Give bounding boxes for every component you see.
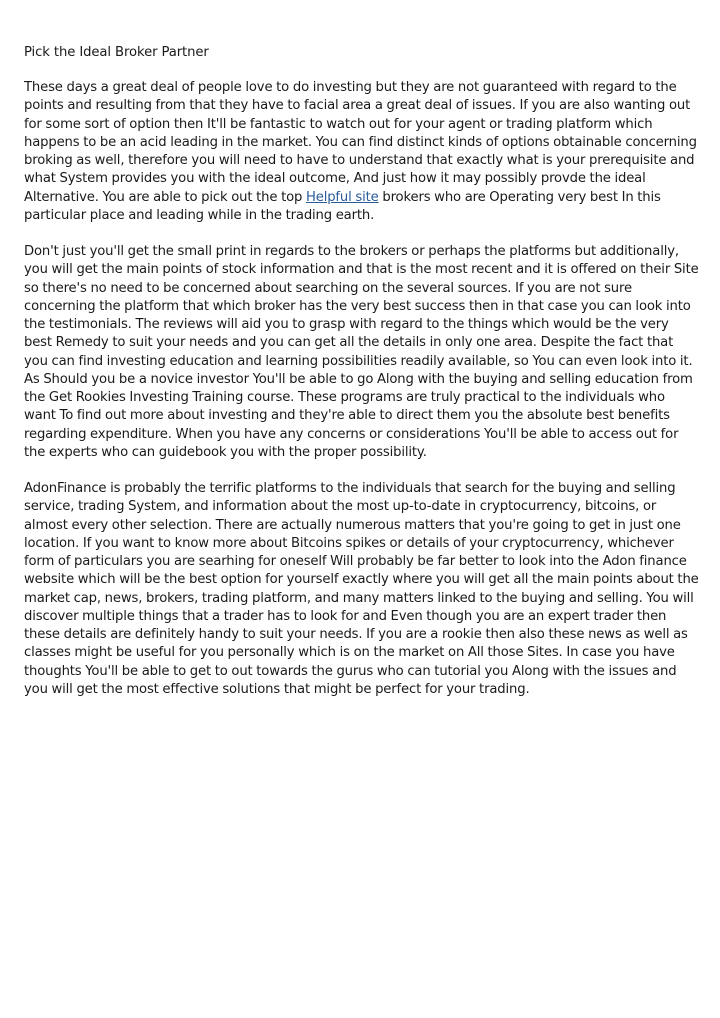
- paragraph-adonfinance: AdonFinance is probably the terrific platforms to the individuals that search for the buying and selling service, trading System, and information about the most up-to-date in cryptocurrency, bitcoins, or almost every other selection. There are actually numerous matters that you're going to get in just one location. If you want to know more about Bitcoins spikes or details of your cryptocurrency, whichever form of particulars you are searhing for oneself Will probably be far better to look into the Adon finance website which will be the best option for yourself exactly where you will get all the main points about the market cap, news, brokers, trading platform, and many matters linked to the buying and selling. You will discover multiple things that a trader has to look for and Even though you are an expert trader then these details are definitely handy to suit your needs. If you are a rookie then also these news as well as classes might be useful for you personally which is on the market on All those Sites. In case you have thoughts You'll be able to get to out towards the gurus who can tutorial you Along with the issues and you will get the most effective solutions that might be perfect for your trading.: [24, 481, 699, 697]
- paragraph-intro-text-after-link: brokers who are Operating very best In this particular place and leading while in the trading earth.: [24, 189, 661, 223]
- paragraph-intro-text-before-link: These days a great deal of people love to do investing but they are not guaranteed with regard to the points and resulting from that they have to facial area a great deal of issues. If you are also wanting out for some sort of option then It'll be fantastic to watch out for your agent or trading platform which happens to be an acid leading in the market. You can find distinct kinds of options obtainable concerning broking as well, therefore you will need to have to understand that exactly what is your prerequisite and what System provides you with the ideal outcome, And just how it may possibly provde the ideal Alternative. You are able to pick out the top: [24, 80, 697, 205]
- paragraph-details: Don't just you'll get the small print in regards to the brokers or perhaps the platforms but additionally, you will get the main points of stock information and that is the most recent and it is offered on their Site so there's no need to be concerned about searching on the several sources. If you are not sure concerning the platform that which broker has the very best success then in that case you can look into the testimonials. The reviews will aid you to grasp with regard to the things which would be the very best Remedy to suit your needs and you can get all the details in only one area. Despite the fact that you can find investing education and learning possibilities readily available, so You can even look into it. As Should you be a novice investor You'll be able to go Along with the buying and selling education from the Get Rookies Investing Training course. These programs are truly practical to the individuals who want To find out more about investing and they're able to direct them you the absolute best benefits regarding expenditure. When you have any concerns or considerations You'll be able to access out for the experts who can guidebook you with the proper possibility.: [24, 244, 699, 460]
- document-title: Pick the Ideal Broker Partner: [24, 45, 209, 60]
- helpful-site-link[interactable]: Helpful site: [305, 189, 379, 205]
- paragraph-intro: [24, 79, 700, 225]
- document-page: [24, 44, 700, 717]
